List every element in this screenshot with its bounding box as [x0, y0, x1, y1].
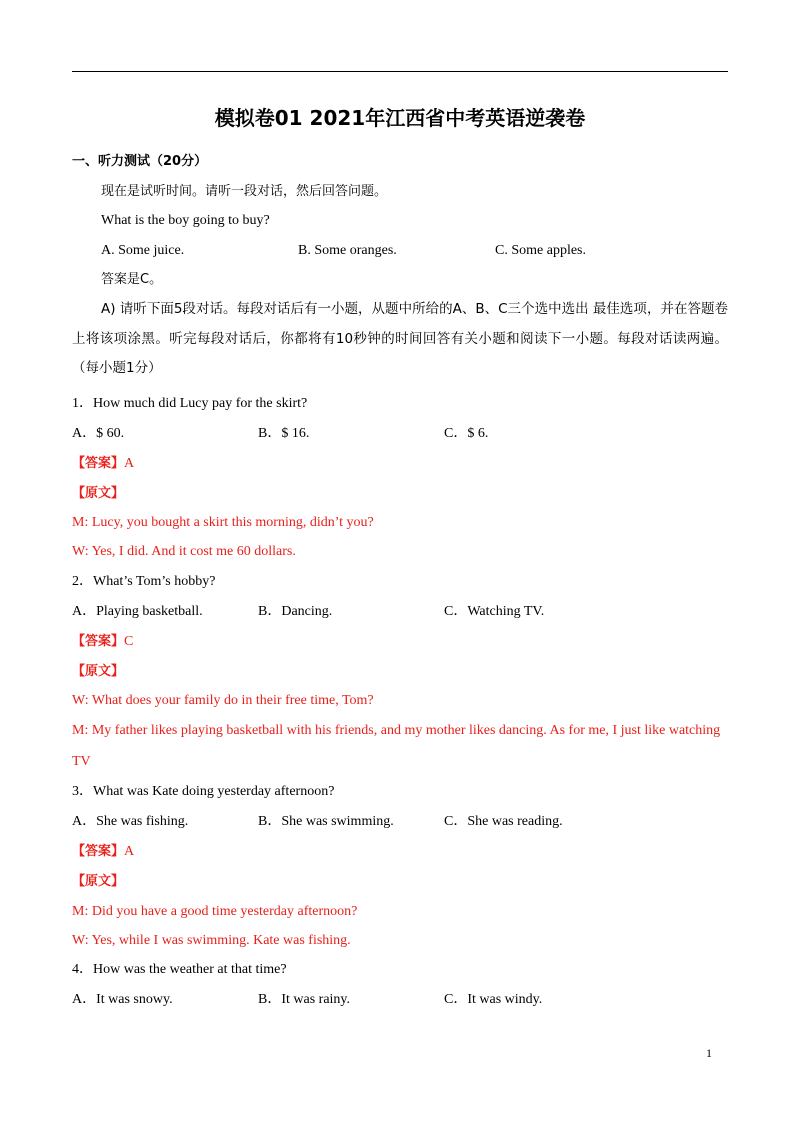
q2-script-line-2: M: My father likes playing basketball with his friends, and my mother likes dancing. As for me, I just like watching [72, 723, 721, 738]
q1-script-line-1: M: Lucy, you bought a skirt this morning, didn’t you? [72, 515, 374, 530]
question-4: 4．How was the weather at that time? [72, 962, 287, 977]
page-title: 模拟卷01 2021年江西省中考英语逆袭卷 [214, 106, 586, 130]
sample-answer: 答案是C。 [101, 272, 163, 287]
page-number: 1 [706, 1046, 712, 1060]
sample-question: What is the boy going to buy? [101, 213, 270, 228]
answer-value: A [124, 456, 135, 471]
q3-script-label: 【原文】 [72, 874, 125, 889]
q1-option-c: C．$ 6. [444, 426, 489, 441]
q2-answer [72, 633, 133, 651]
q1-option-a: A．$ 60. [72, 426, 125, 441]
section-heading: 一、听力测试（20分） [72, 154, 208, 169]
q1-option-b: B．$ 16. [258, 426, 310, 441]
q2-option-a: A．Playing basketball. [72, 604, 203, 619]
q2-option-c: C．Watching TV. [444, 604, 545, 619]
q2-script-line-3: TV [72, 754, 91, 769]
q1-answer [72, 455, 134, 473]
sample-option-c: C. Some apples. [495, 243, 586, 258]
question-3: 3．What was Kate doing yesterday afternoon? [72, 784, 335, 799]
sample-option-b: B. Some oranges. [298, 243, 397, 258]
answer-label: 【答案】 [72, 844, 125, 859]
q4-option-a: A．It was snowy. [72, 992, 173, 1007]
q4-option-b: B．It was rainy. [258, 992, 351, 1007]
q1-script-line-2: W: Yes, I did. And it cost me 60 dollars. [72, 544, 296, 559]
q3-option-c: C．She was reading. [444, 814, 563, 829]
q3-option-b: B．She was swimming. [258, 814, 394, 829]
q2-script-line-1: W: What does your family do in their free time, Tom? [72, 693, 374, 708]
q2-option-b: B．Dancing. [258, 604, 333, 619]
question-2: 2．What’s Tom’s hobby? [72, 574, 216, 589]
answer-label: 【答案】 [72, 634, 125, 649]
q2-script-label: 【原文】 [72, 664, 125, 679]
q4-option-c: C．It was windy. [444, 992, 543, 1007]
q1-script-label: 【原文】 [72, 486, 125, 501]
question-1: 1．How much did Lucy pay for the skirt? [72, 396, 308, 411]
answer-label: 【答案】 [72, 456, 125, 471]
sample-option-a: A. Some juice. [101, 243, 185, 258]
q3-answer [72, 843, 134, 861]
header-rule [72, 71, 728, 72]
answer-value: C [124, 634, 134, 649]
q3-option-a: A．She was fishing. [72, 814, 189, 829]
sample-intro: 现在是试听时间。请听一段对话，然后回答问题。 [101, 184, 388, 199]
q3-script-line-2: W: Yes, while I was swimming. Kate was fishing. [72, 933, 351, 948]
q3-script-line-1: M: Did you have a good time yesterday afternoon? [72, 904, 358, 919]
instructions-paragraph: A) 请听下面5段对话。每段对话后有一小题，从题中所给的A、B、C三个选中选出 最佳选项，并在答题卷上将该项涂黑。听完每段对话后，你都将有10秒钟的时间回答有关小题和阅读下一小题。每段对话读两遍。（每小题1分） [72, 301, 728, 376]
answer-value: A [124, 844, 135, 859]
